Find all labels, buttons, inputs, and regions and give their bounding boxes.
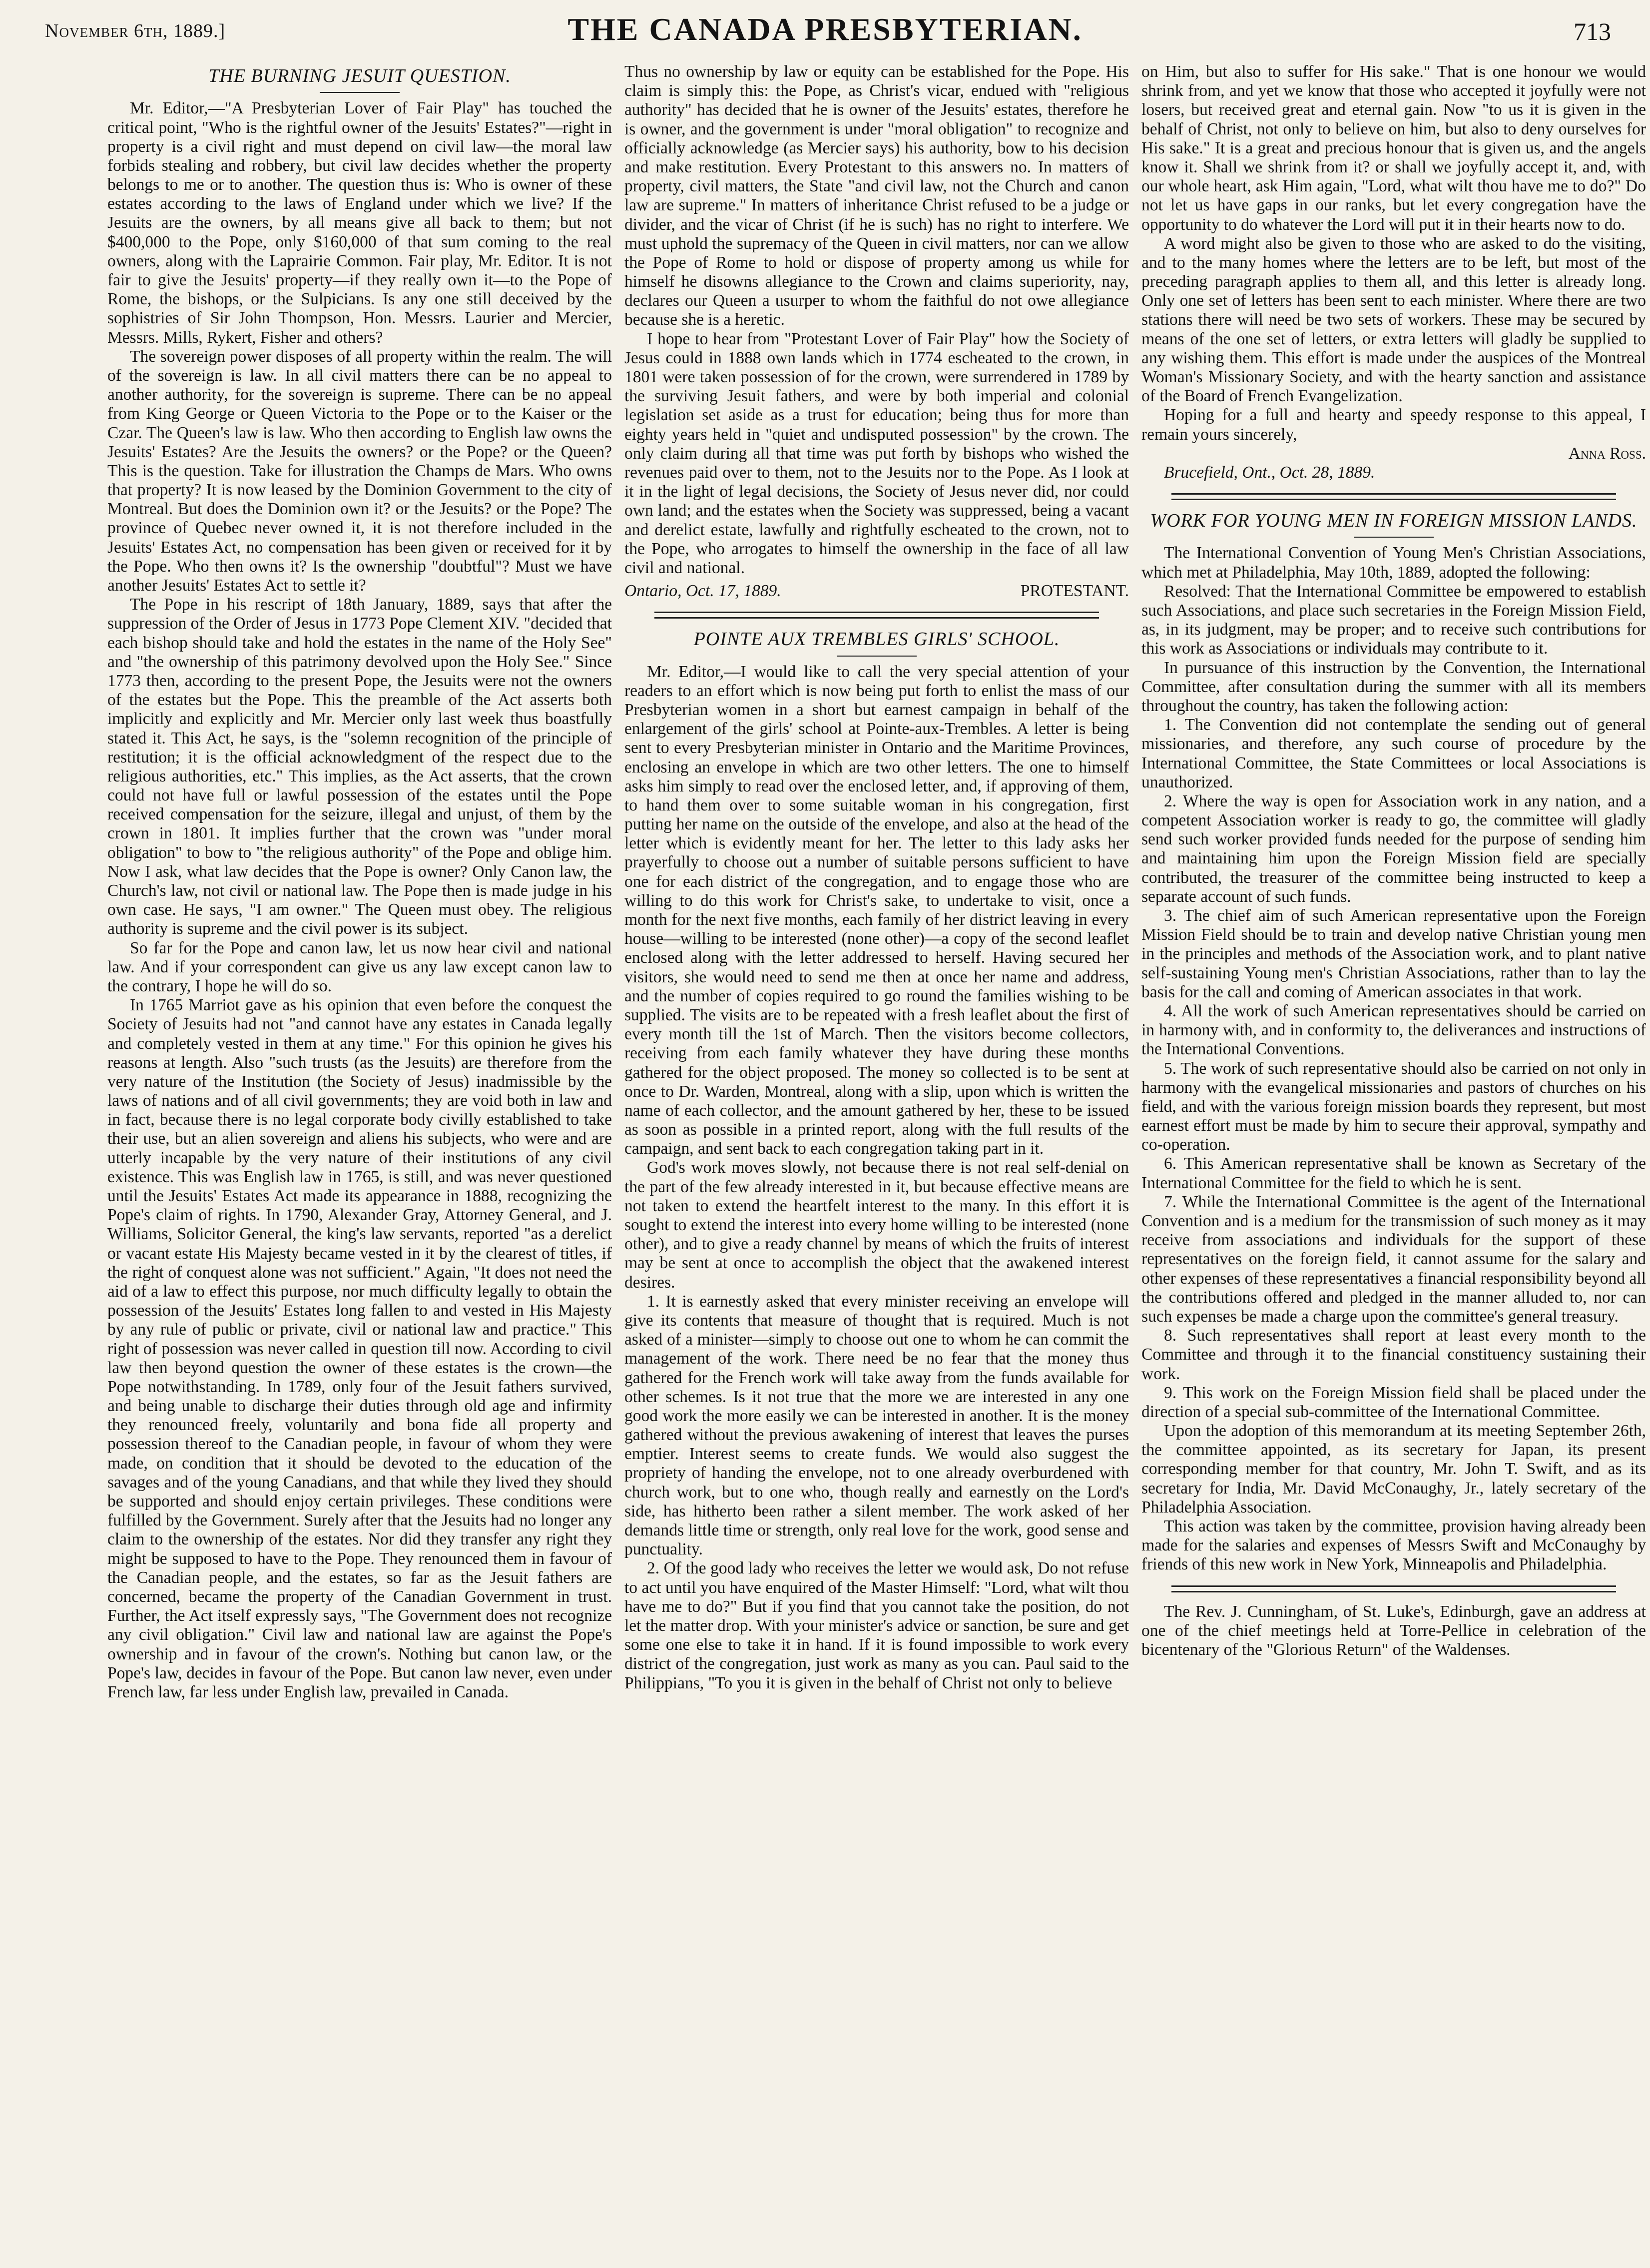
article-paragraph: The International Convention of Young Men's Christian Associations, which met at Philadelphia, May 10th, 1889, adopted the following: — [1141, 544, 1646, 582]
resolution: Resolved: That the International Committee be empowered to establish such Associations, and place such secretaries in the Foreign Mission Field, as, in its judgment, may be proper; and to receive such contributions for this work as Associations or individuals may contribute to it. — [1141, 582, 1646, 658]
sign-name — [1141, 444, 1646, 463]
action-item: 1. The Convention did not contemplate the sending out of general missionaries, and therefore, any such course of procedure by the International Committee, the State Committees or local Associations is unauthorized. — [1141, 716, 1646, 791]
column-3 — [1141, 62, 1646, 2256]
article-paragraph: Hoping for a full and hearty and speedy response to this appeal, I remain yours sincerely, — [1141, 406, 1646, 444]
signoff — [624, 582, 1129, 601]
action-item: 9. This work on the Foreign Mission field shall be placed under the direction of a special sub-committee of the International Committee. — [1141, 1383, 1646, 1421]
action-item: 3. The chief aim of such American representative upon the Foreign Mission Field should be to train and develop native Christian young men in the principles and methods of the Association work, and to plant native self-sustaining Young men's Christian Associations, rather than to lay the basis for the call and coming of American associates in that work. — [1141, 906, 1646, 1001]
article-paragraph: The sovereign power disposes of all property within the realm. The will of the sovereign is law. In all civil matters there can be no appeal to another authority, for the sovereign is supreme. There can be no appeal from King George or Queen Victoria to the Pope or to the Kaiser or the Czar. The Queen's law is law. Who then according to English law owns the Jesuits' Estates? Are the Jesuits the owners? or the Pope? or the Queen? This is the question. Take for illustration the Champs de Mars. Who owns that property? It is now leased by the Dominion Government to the city of Montreal. But does the Dominion own it? or the Jesuits? or the Pope? The province of Quebec never owned it, it is not therefore included in the Jesuits' Estates Act, no compensation has been given or received for it by the Pope. Who then owns it? Is the ownership "doubtful"? Must we have another Jesuits' Estates Act to settle it? — [107, 347, 612, 595]
article-paragraph: Mr. Editor,—"A Presbyterian Lover of Fair Play" has touched the critical point, "Who is the rightful owner of the Jesuits' Estates?"—right in property is a civil right and must depend on civil law—the moral law forbids stealing and robbery, but civil law decides whether the property belongs to me or to another. The question thus is: Who is owner of these estates according to the laws of England under which we live? If the Jesuits are the owners, by all means give all back to them; but not $400,000 to the Pope, only $160,000 of that sum coming to the real owners, along with the Laprairie Common. Fair play, Mr. Editor. It is not fair to give the Jesuits' property—if they really own it—to the Pope of Rome, the bishops, or the Sulpicians. Is any one still deceived by the sophistries of Sir John Thompson, Hon. Messrs. Laurier and Mercier, Messrs. Mills, Rykert, Fisher and others? — [107, 99, 612, 347]
sign-place: Brucefield, Ont., Oct. 28, 1889. — [1164, 463, 1375, 482]
action-item: 2. Where the way is open for Association work in any nation, and a competent Association worker is ready to go, the committee will gladly send such worker provided funds needed for the purpose of sending him and maintaining him upon the Foreign Mission field are specially contributed, the treasurer of the committee being instructed to keep a separate account of such funds. — [1141, 791, 1646, 906]
issue-date: November 6th, 1889.] — [45, 20, 226, 41]
article-paragraph: In pursuance of this instruction by the Convention, the International Committee, after consultation during the summer with all its members throughout the country, has taken the following action: — [1141, 658, 1646, 715]
article-paragraph: So far for the Pope and canon law, let us now hear civil and national law. And if your correspondent can give us any law except canon law to the contrary, I hope he will do so. — [107, 938, 612, 995]
article-paragraph: I hope to hear from "Protestant Lover of Fair Play" how the Society of Jesus could in 1888 own lands which in 1774 escheated to the crown, in 1801 were taken possession of for the crown, were surrendered in 1789 by the surviving Jesuit fathers, and were by both imperial and colonial legislation set aside as a trust for education; being thus for more than eighty years held in "quiet and undisputed possession" by the crown. The only claim during all that time was put forth by bishops who wished the revenues paid over to them, not to the Jesuits nor to the Pope. As I look at it in the light of legal decisions, the Society of Jesus never did, nor could own land; and the estates when the Society was suppressed, being a vacant and derelict estate, lawfully and rightfully escheated to the crown, not to the Pope, who arrogates to himself the ownership in the face of all law civil and national. — [624, 329, 1129, 577]
column-2 — [624, 62, 1129, 2256]
sign-name: PROTESTANT. — [1020, 582, 1129, 601]
section-divider — [1171, 1585, 1616, 1592]
section-divider — [654, 612, 1099, 619]
page-number: 713 — [1574, 17, 1611, 45]
article-paragraph: This action was taken by the committee, provision having already been made for the salaries and expenses of Messrs Swift and McConaughy by friends of this new work in New York, Minneapolis and Philadelphia. — [1141, 1517, 1646, 1574]
article-paragraph: The Pope in his rescript of 18th January, 1889, says that after the suppression of the Order of Jesus in 1773 Pope Clement XIV. "decided that each bishop should take and hold the estates in the name of the Holy See" and "the ownership of this patrimony devolved upon the Holy See." Since 1773 then, according to the present Pope, the Jesuits were not the owners of the estates but the Pope. This the preamble of the Act asserts both implicitly and explicitly and Mr. Mercier only last week thus boastfully stated it. This Act, he says, is the "solemn recognition of the principle of restitution; it is the official acknowledgment of the respect due to the religious authorities, etc." This implies, as the Act asserts, that the crown could not have full or lawful possession of the estates until the Pope received compensation for the seizure, illegal and unjust, of them by the crown in 1801. It implies further that the crown was "under moral obligation" to bow to "the religious authority" of the Pope and oblige him. Now I ask, what law decides that the Pope is owner? Only Canon law, the Church's law, not civil or national law. The Pope then is made judge in his own case. He says, "I am owner." The Queen must obey. The religious authority is supreme and the civil power is its subject. — [107, 595, 612, 938]
action-item: 7. While the International Committee is the agent of the International Convention and is a medium for the transmission of such money as it may receive from associations and individuals for the support of these representatives on the foreign field, it cannot assume for the salary and other expenses of these representatives a financial responsibility beyond all the contributions offered and pledged in the manner alluded to, nor can such expenses be made a charge upon the committee's general treasury. — [1141, 1192, 1646, 1326]
article-paragraph: Thus no ownership by law or equity can be established for the Pope. His claim is simply this: the Pope, as Christ's vicar, endued with "religious authority" has decided that he is owner of the Jesuits' estates, therefore he is owner, and the government is under "moral obligation" to recognize and officially acknowledge (as Mercier says) his authority, bow to his decision and make restitution. Every Protestant to this answers no. In matters of property, civil matters, the State "and civil law, not the Church and canon law are supreme." In matters of inheritance Christ refused to be a judge or divider, and the vicar of Christ (if he is such) has no right to interfere. We must uphold the supremacy of the Queen in civil matters, nor can we allow the Pope of Rome to hold or dispose of property among us while for himself he disowns allegiance to the Crown and claims superiority, nay, declares our Queen a usurper to whom the faithful do not owe allegiance because she is a heretic. — [624, 62, 1129, 329]
action-item: 5. The work of such representative should also be carried on not only in harmony with the evangelical missionaries and pastors of churches on his field, and with the various foreign mission boards they represent, but most earnest effort must be made by him to secure their approval, sympathy and co-operation. — [1141, 1059, 1646, 1154]
article-paragraph: Mr. Editor,—I would like to call the very special attention of your readers to an effort which is now being put forth to enlist the mass of our Presbyterian women in a short but earnest campaign in behalf of the enlargement of the girls' school at Pointe-aux-Trembles. A letter is being sent to every Presbyterian minister in Ontario and the Maritime Provinces, enclosing an envelope in which are two other letters. The one to himself asks him simply to read over the enclosed letter, and, if approving of them, to hand them over to some suitable woman in his congregation, first putting her name on the outside of the envelope, and also at the head of the letter which is evidently meant for her. The letter to this lady asks her prayerfully to choose out a number of suitable persons sufficient to have one for each district of the congregation, and to engage those who are willing to do this work for Christ's sake, to undertake to visit, once a month for the next five months, each family of her district leaving in every house—willing to be interested (none other)—a copy of the second leaflet enclosed along with the letter addressed to herself. Having secured her visitors, she would need to send me then at once her name and address, and the number of copies required to go round the families wishing to be supplied. The visits are to be repeated with a fresh leaflet about the first of every month till the 1st of March. Then the visitors become collectors, receiving from each family whatever they have during these months gathered for the object proposed. The money so collected is to be sent at once to Dr. Warden, Montreal, along with a slip, upon which is written the name of each collector, and the amount gathered by her, these to be issued as soon as possible in a printed report, along with the full results of the campaign, and sent back to each congregation taking part in it. — [624, 662, 1129, 1158]
article-paragraph: 2. Of the good lady who receives the letter we would ask, Do not refuse to act until you have enquired of the Master Himself: "Lord, what wilt thou have me to do?" But if you find that you cannot take the position, do not let the matter drop. With your minister's advice or sanction, be sure and get some one else to take it in hand. If it is found impossible to work every district of the congregation, just work as many as you can. Paul said to the Philippians, "To you it is given in the behalf of Christ not only to believe — [624, 1559, 1129, 1692]
sign-name-text: Anna Ross. — [1568, 444, 1646, 463]
article-heading-ymca: WORK FOR YOUNG MEN IN FOREIGN MISSION LANDS. — [1150, 510, 1638, 532]
heading-rule — [320, 92, 400, 93]
article-paragraph: God's work moves slowly, not because there is not real self-denial on the part of the few already interested in it, but because effective means are not taken to extend the heartfelt interest to the many. In this effort it is sought to extend the interest into every home willing to be interested (none other), and to give a ready channel by means of which the fruits of interest may be sent at once to accomplish the object that the awakened interest desires. — [624, 1158, 1129, 1292]
action-item: 4. All the work of such American representatives should be carried on in harmony with, and in conformity to, the deliverances and instructions of the International Conventions. — [1141, 1001, 1646, 1059]
sign-place: Ontario, Oct. 17, 1889. — [624, 582, 781, 601]
heading-rule — [1354, 537, 1434, 538]
news-note: The Rev. J. Cunningham, of St. Luke's, Edinburgh, gave an address at one of the chief meetings held at Torre-Pellice in celebration of the bicentenary of the "Glorious Return" of the Waldenses. — [1141, 1602, 1646, 1659]
article-heading-jesuit: THE BURNING JESUIT QUESTION. — [208, 65, 511, 86]
article-paragraph: on Him, but also to suffer for His sake." That is one honour we would shrink from, and yet we know that those who accepted it joyfully were not losers, but received great and eternal gain. Now "to us it is given in the behalf of Christ, not only to believe on him, but also to deny ourselves for His sake." It is a great and precious honour that is given us, and the angels know it. Shall we shrink from it? or shall we joyfully accept it, and, with our whole heart, ask Him again, "Lord, what wilt thou have me to do?" Do not let us have gaps in our ranks, but let every congregation have the opportunity to do whatever the Lord will put it in their hearts now to do. — [1141, 62, 1646, 234]
column-1 — [107, 62, 612, 2256]
article-paragraph: Upon the adoption of this memorandum at its meeting September 26th, the committee appointed, as its secretary for Japan, its present corresponding member for that country, Mr. John T. Swift, and as its secretary for India, Mr. David McConaughy, Jr., lately secretary of the Philadelphia Association. — [1141, 1422, 1646, 1516]
action-item: 8. Such representatives shall report at least every month to the Committee and through it to the financial constituency sustaining their work. — [1141, 1326, 1646, 1383]
section-divider — [1171, 493, 1616, 500]
article-paragraph: In 1765 Marriot gave as his opinion that even before the conquest the Society of Jesuits had not "and cannot have any estates in Canada legally and completely vested in them at any time." For this opinion he gives his reasons at length. Also "such trusts (as the Jesuits) are therefore from the very nature of the Institution (the Society of Jesus) inadmissible by the laws of nations and of all civil governments; they are void both in law and in fact, because there is no legal corporate body civilly established to take their use, but an alien sovereign and aliens his subjects, who were and are utterly incapable by the very nature of their institutions of any civil existence. This was English law in 1765, is still, and was never questioned until the Jesuits' Estates Act made its appearance in 1888, recognizing the Pope's claim of rights. In 1790, Alexander Gray, Attorney General, and J. Williams, Solicitor General, the king's law servants, reported "as a derelict or vacant estate His Majesty became vested in it by the clearest of titles, if the right of conquest alone was not sufficient." Again, "It does not need the aid of a law to effect this purpose, nor much difficulty legally to obtain the possession of the Jesuits' Estates long fallen to and vested in His Majesty by any rule of public or private, civil or national law and practice." This right of possession was never called in question till now. According to civil law then beyond question the owner of these estates is the crown—the Pope notwithstanding. In 1789, only four of the Jesuit fathers survived, and being unable to discharge their duties through old age and infirmity they renounced freely, voluntarily and bona fide all property and possession thereof to the Canadian people, in favour of whom they were made, on condition that it should be devoted to the education of the savages and of the young Canadians, and that while they lived they should be supported and should enjoy certain privileges. These conditions were fulfilled by the Government. Surely after that the Jesuits had no longer any claim to the ownership of the estates. Nor did they transfer any right they might be supposed to have to the Pope. They renounced them in favour of the Canadian people, and the estates, so far as the Jesuit fathers are concerned, became the property of the Canadian Government in trust. Further, the Act itself expressly says, "The Government does not recognize any civil obligation." Civil law and national law are against the Pope's ownership and in favour of the crown's. Nothing but canon law, or the Pope's law, decides in favour of the Pope. But canon law never, even under French law, far less under English law, prevailed in Canada. — [107, 996, 612, 1701]
action-item: 6. This American representative shall be known as Secretary of the International Committee for the field to which he is sent. — [1141, 1154, 1646, 1192]
heading-rule — [837, 656, 917, 657]
article-heading-pointe: POINTE AUX TREMBLES GIRLS' SCHOOL. — [693, 629, 1060, 650]
article-paragraph: A word might also be given to those who are asked to do the visiting, and to the many homes where the letters are to be left, but most of the preceding paragraph applies to them all, and this letter is already long. Only one set of letters has been sent to each minister. Where there are two stations there will need be two sets of workers. These may be secured by means of the one set of letters, or extra letters will gladly be supplied to any wishing them. This effort is made under the auspices of the Montreal Woman's Missionary Society, and with the hearty sanction and assistance of the Board of French Evangelization. — [1141, 234, 1646, 406]
article-paragraph: 1. It is earnestly asked that every minister receiving an envelope will give its contents that measure of thought that is required. Much is not asked of a minister—simply to choose out one to whom he can commit the management of the work. There need be no fear that the money thus gathered for the French work will take away from the funds available for other schemes. Is it not true that the more we are interested in any one good work the more easily we can be interested in another. It is the money gathered without the previous awakening of interest that leaves the purses emptier. Interest seems to create funds. We would also suggest the propriety of handing the envelope, not to one already overburdened with church work, but to one who, though really and earnestly on the Lord's side, has hitherto been rather a silent member. The work asked of her demands little time or strength, only real love for the work, good sense and punctuality. — [624, 1292, 1129, 1559]
masthead-title: THE CANADA PRESBYTERIAN. — [567, 11, 1083, 47]
